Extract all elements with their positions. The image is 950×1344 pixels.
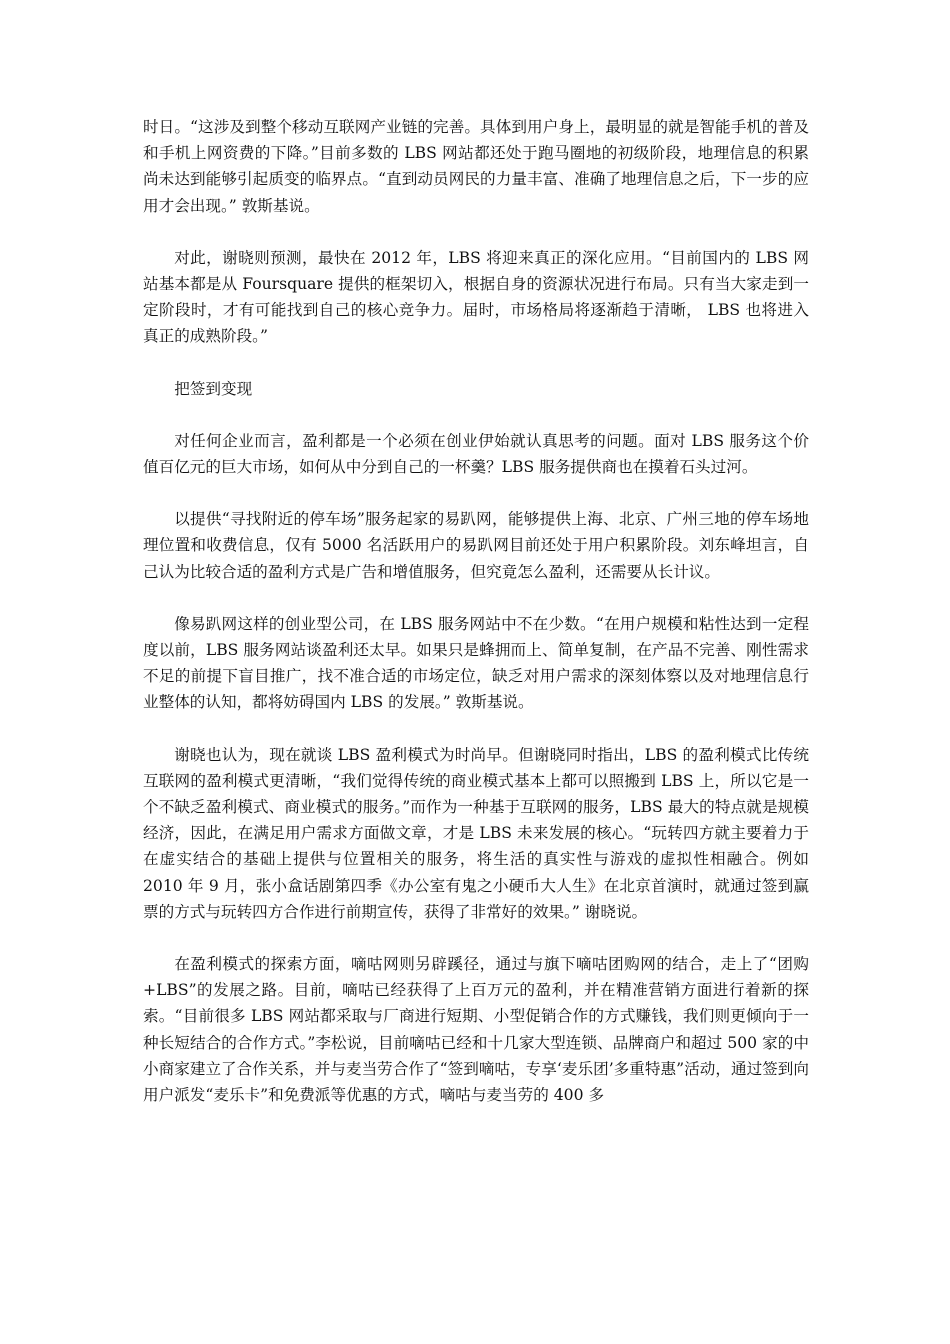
paragraph-continuation: 时日。“这涉及到整个移动互联网产业链的完善。具体到用户身上，最明显的就是智能手机的普及和手机上网资费的下降。”目前多数的 LBS 网站都还处于跑马圈地的初级阶段，地理信息的积累尚未达到能够引起质变的临界点。“直到动员网民的力量丰富、准确了地理信息之后，下一步的应用才会出现。” 敦斯基说。: [143, 118, 809, 215]
paragraph-xiexiao: 谢晓也认为，现在就谈 LBS 盈利模式为时尚早。但谢晓同时指出，LBS 的盈利模式比传统互联网的盈利模式更清晰，“我们觉得传统的商业模式基本上都可以照搬到 LBS 上，所以它是一个不缺乏盈利模式、商业模式的服务。”而作为一种基于互联网的服务，LBS 最大的特点就是规模经济，因此，在满足用户需求方面做文章，才是 LBS 未来发展的核心。“玩转四方就主要着力于在虚实结合的基础上提供与位置相关的服务，将生活的真实性与游戏的虚拟性相融合。例如 2010 年 9 月，张小盒话剧第四季《办公室有鬼之小硬币大人生》在北京首演时，就通过签到赢票的方式与玩转四方合作进行前期宣传，获得了非常好的效果。” 谢晓说。: [143, 745, 809, 921]
section-heading: 把签到变现: [174, 379, 253, 398]
paragraph-prediction: 对此，谢晓则预测，最快在 2012 年，LBS 将迎来真正的深化应用。“目前国内的 LBS 网站基本都是从 Foursquare 提供的框架切入，根据自身的资源状况进行布局。只有当大家走到一定阶段时，才有可能找到自己的核心竞争力。届时，市场格局将逐渐趋于清晰， LBS 也将进入真正的成熟阶段。”: [143, 248, 809, 346]
paragraph-profit-question: 对任何企业而言，盈利都是一个必须在创业伊始就认真思考的问题。面对 LBS 服务这个价值百亿元的巨大市场，如何从中分到自己的一杯羹？LBS 服务提供商也在摸着石头过河。: [143, 431, 809, 477]
paragraph-digu: 在盈利模式的探索方面，嘀咕网则另辟蹊径，通过与旗下嘀咕团购网的结合，走上了“团购+LBS”的发展之路。目前，嘀咕已经获得了上百万元的盈利，并在精准营销方面进行着新的探索。“目前很多 LBS 网站都采取与厂商进行短期、小型促销合作的方式赚钱，我们则更倾向于一种长短结合的合作方式。”李松说，目前嘀咕已经和十几家大型连锁、品牌商户和超过 500 家的中小商家建立了合作关系，并与麦当劳合作了“签到嘀咕，专享‘麦乐团’多重特惠”活动，通过签到向用户派发“麦乐卡”和免费派等优惠的方式，嘀咕与麦当劳的 400 多: [143, 955, 809, 1105]
paragraph-startups: 像易趴网这样的创业型公司，在 LBS 服务网站中不在少数。“在用户规模和粘性达到一定程度以前，LBS 服务网站谈盈利还太早。如果只是蜂拥而上、简单复制，在产品不完善、刚性需求不足的前提下盲目推广，找不准合适的市场定位，缺乏对用户需求的深刻体察以及对地理信息行业整体的认知，都将妨碍国内 LBS 的发展。” 敦斯基说。: [143, 614, 809, 712]
article-body: [143, 114, 809, 1134]
paragraph-yipa: 以提供“寻找附近的停车场”服务起家的易趴网，能够提供上海、北京、广州三地的停车场地理位置和收费信息，仅有 5000 名活跃用户的易趴网目前还处于用户积累阶段。刘东峰坦言，自己认为比较合适的盈利方式是广告和增值服务，但究竟怎么盈利，还需要从长计议。: [143, 510, 809, 581]
